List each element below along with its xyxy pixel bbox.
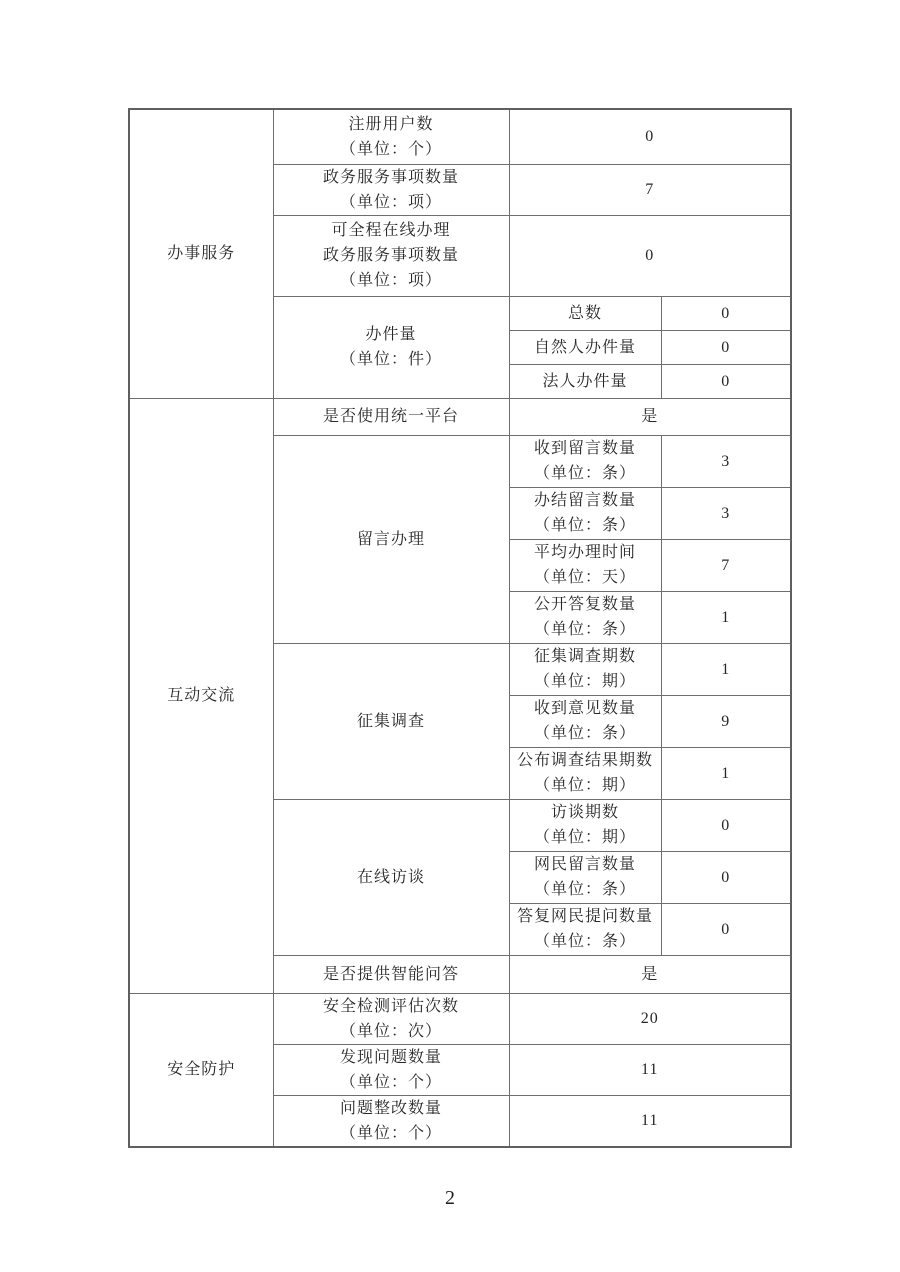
item-label: 收到留言数量	[533, 440, 636, 457]
item-label: 注册用户数	[348, 115, 434, 133]
value-cell: 1	[661, 643, 791, 695]
sub-item-cell	[509, 539, 661, 591]
item-label: 公开答复数量	[533, 596, 636, 613]
value-cell: 是	[509, 398, 791, 435]
value-cell: 7	[509, 164, 791, 215]
item-cell	[273, 215, 509, 296]
item-label: 收到意见数量	[533, 700, 636, 717]
sub-item-cell: 法人办件量	[509, 364, 661, 398]
item-unit: （单位：个）	[339, 140, 442, 158]
value-cell: 是	[509, 955, 791, 993]
item-unit: （单位：项）	[339, 193, 442, 211]
item-label: 可全程在线办理	[331, 222, 451, 239]
value-cell: 0	[509, 109, 791, 164]
item-label: 征集调查期数	[533, 648, 636, 665]
sub-item-cell	[509, 643, 661, 695]
item-cell	[273, 296, 509, 398]
item-label: 安全检测评估次数	[322, 997, 459, 1015]
sub-item-cell	[509, 487, 661, 539]
item-cell: 留言办理	[273, 435, 509, 643]
sub-item-cell	[509, 747, 661, 799]
value-cell: 0	[661, 903, 791, 955]
item-unit: （单位：期）	[533, 829, 636, 846]
value-cell: 11	[509, 1095, 791, 1147]
sub-item-cell	[509, 903, 661, 955]
item-unit: （单位：个）	[339, 1124, 442, 1142]
item-unit: （单位：条）	[533, 881, 636, 898]
item-cell	[273, 164, 509, 215]
item-unit: （单位：项）	[339, 272, 442, 289]
item-cell: 是否提供智能问答	[273, 955, 509, 993]
item-label: 办结留言数量	[533, 492, 636, 509]
item-unit: （单位：个）	[339, 1073, 442, 1091]
item-unit: （单位：天）	[533, 569, 636, 586]
sub-item-cell: 总数	[509, 296, 661, 330]
item-unit: （单位：期）	[533, 777, 636, 794]
item-label: 网民留言数量	[533, 856, 636, 873]
sub-item-cell: 自然人办件量	[509, 330, 661, 364]
value-cell: 0	[661, 296, 791, 330]
item-cell	[273, 109, 509, 164]
item-cell	[273, 1095, 509, 1147]
item-unit: （单位：条）	[533, 517, 636, 534]
item-unit: （单位：条）	[533, 725, 636, 742]
item-label: 公布调查结果期数	[516, 752, 653, 769]
page-number: 2	[445, 1187, 455, 1209]
sub-item-cell	[509, 695, 661, 747]
item-cell	[273, 1044, 509, 1095]
value-cell: 11	[509, 1044, 791, 1095]
value-cell: 0	[661, 330, 791, 364]
item-label: 政务服务事项数量	[322, 247, 459, 264]
gov-website-report-table	[128, 108, 792, 1148]
item-unit: （单位：件）	[339, 351, 442, 368]
value-cell: 1	[661, 747, 791, 799]
item-label: 政务服务事项数量	[322, 168, 459, 186]
sub-item-cell	[509, 851, 661, 903]
item-cell	[273, 993, 509, 1044]
value-cell: 0	[509, 215, 791, 296]
item-label: 办件量	[365, 326, 417, 343]
item-unit: （单位：条）	[533, 933, 636, 950]
value-cell: 3	[661, 487, 791, 539]
item-label: 平均办理时间	[533, 544, 636, 561]
item-unit: （单位：条）	[533, 621, 636, 638]
value-cell: 0	[661, 364, 791, 398]
value-cell: 0	[661, 799, 791, 851]
value-cell: 0	[661, 851, 791, 903]
item-label: 发现问题数量	[339, 1048, 442, 1066]
value-cell: 9	[661, 695, 791, 747]
category-cell: 安全防护	[129, 993, 273, 1147]
item-cell: 在线访谈	[273, 799, 509, 955]
value-cell: 20	[509, 993, 791, 1044]
sub-item-cell	[509, 799, 661, 851]
item-label: 问题整改数量	[339, 1099, 442, 1117]
item-label: 访谈期数	[550, 804, 619, 821]
item-unit: （单位：条）	[533, 465, 636, 482]
item-cell: 是否使用统一平台	[273, 398, 509, 435]
sub-item-cell	[509, 591, 661, 643]
item-cell: 征集调查	[273, 643, 509, 799]
sub-item-cell	[509, 435, 661, 487]
category-cell: 办事服务	[129, 109, 273, 398]
category-cell: 互动交流	[129, 398, 273, 993]
value-cell: 7	[661, 539, 791, 591]
item-unit: （单位：次）	[339, 1022, 442, 1040]
value-cell: 3	[661, 435, 791, 487]
value-cell: 1	[661, 591, 791, 643]
item-label: 答复网民提问数量	[516, 908, 653, 925]
item-unit: （单位：期）	[533, 673, 636, 690]
